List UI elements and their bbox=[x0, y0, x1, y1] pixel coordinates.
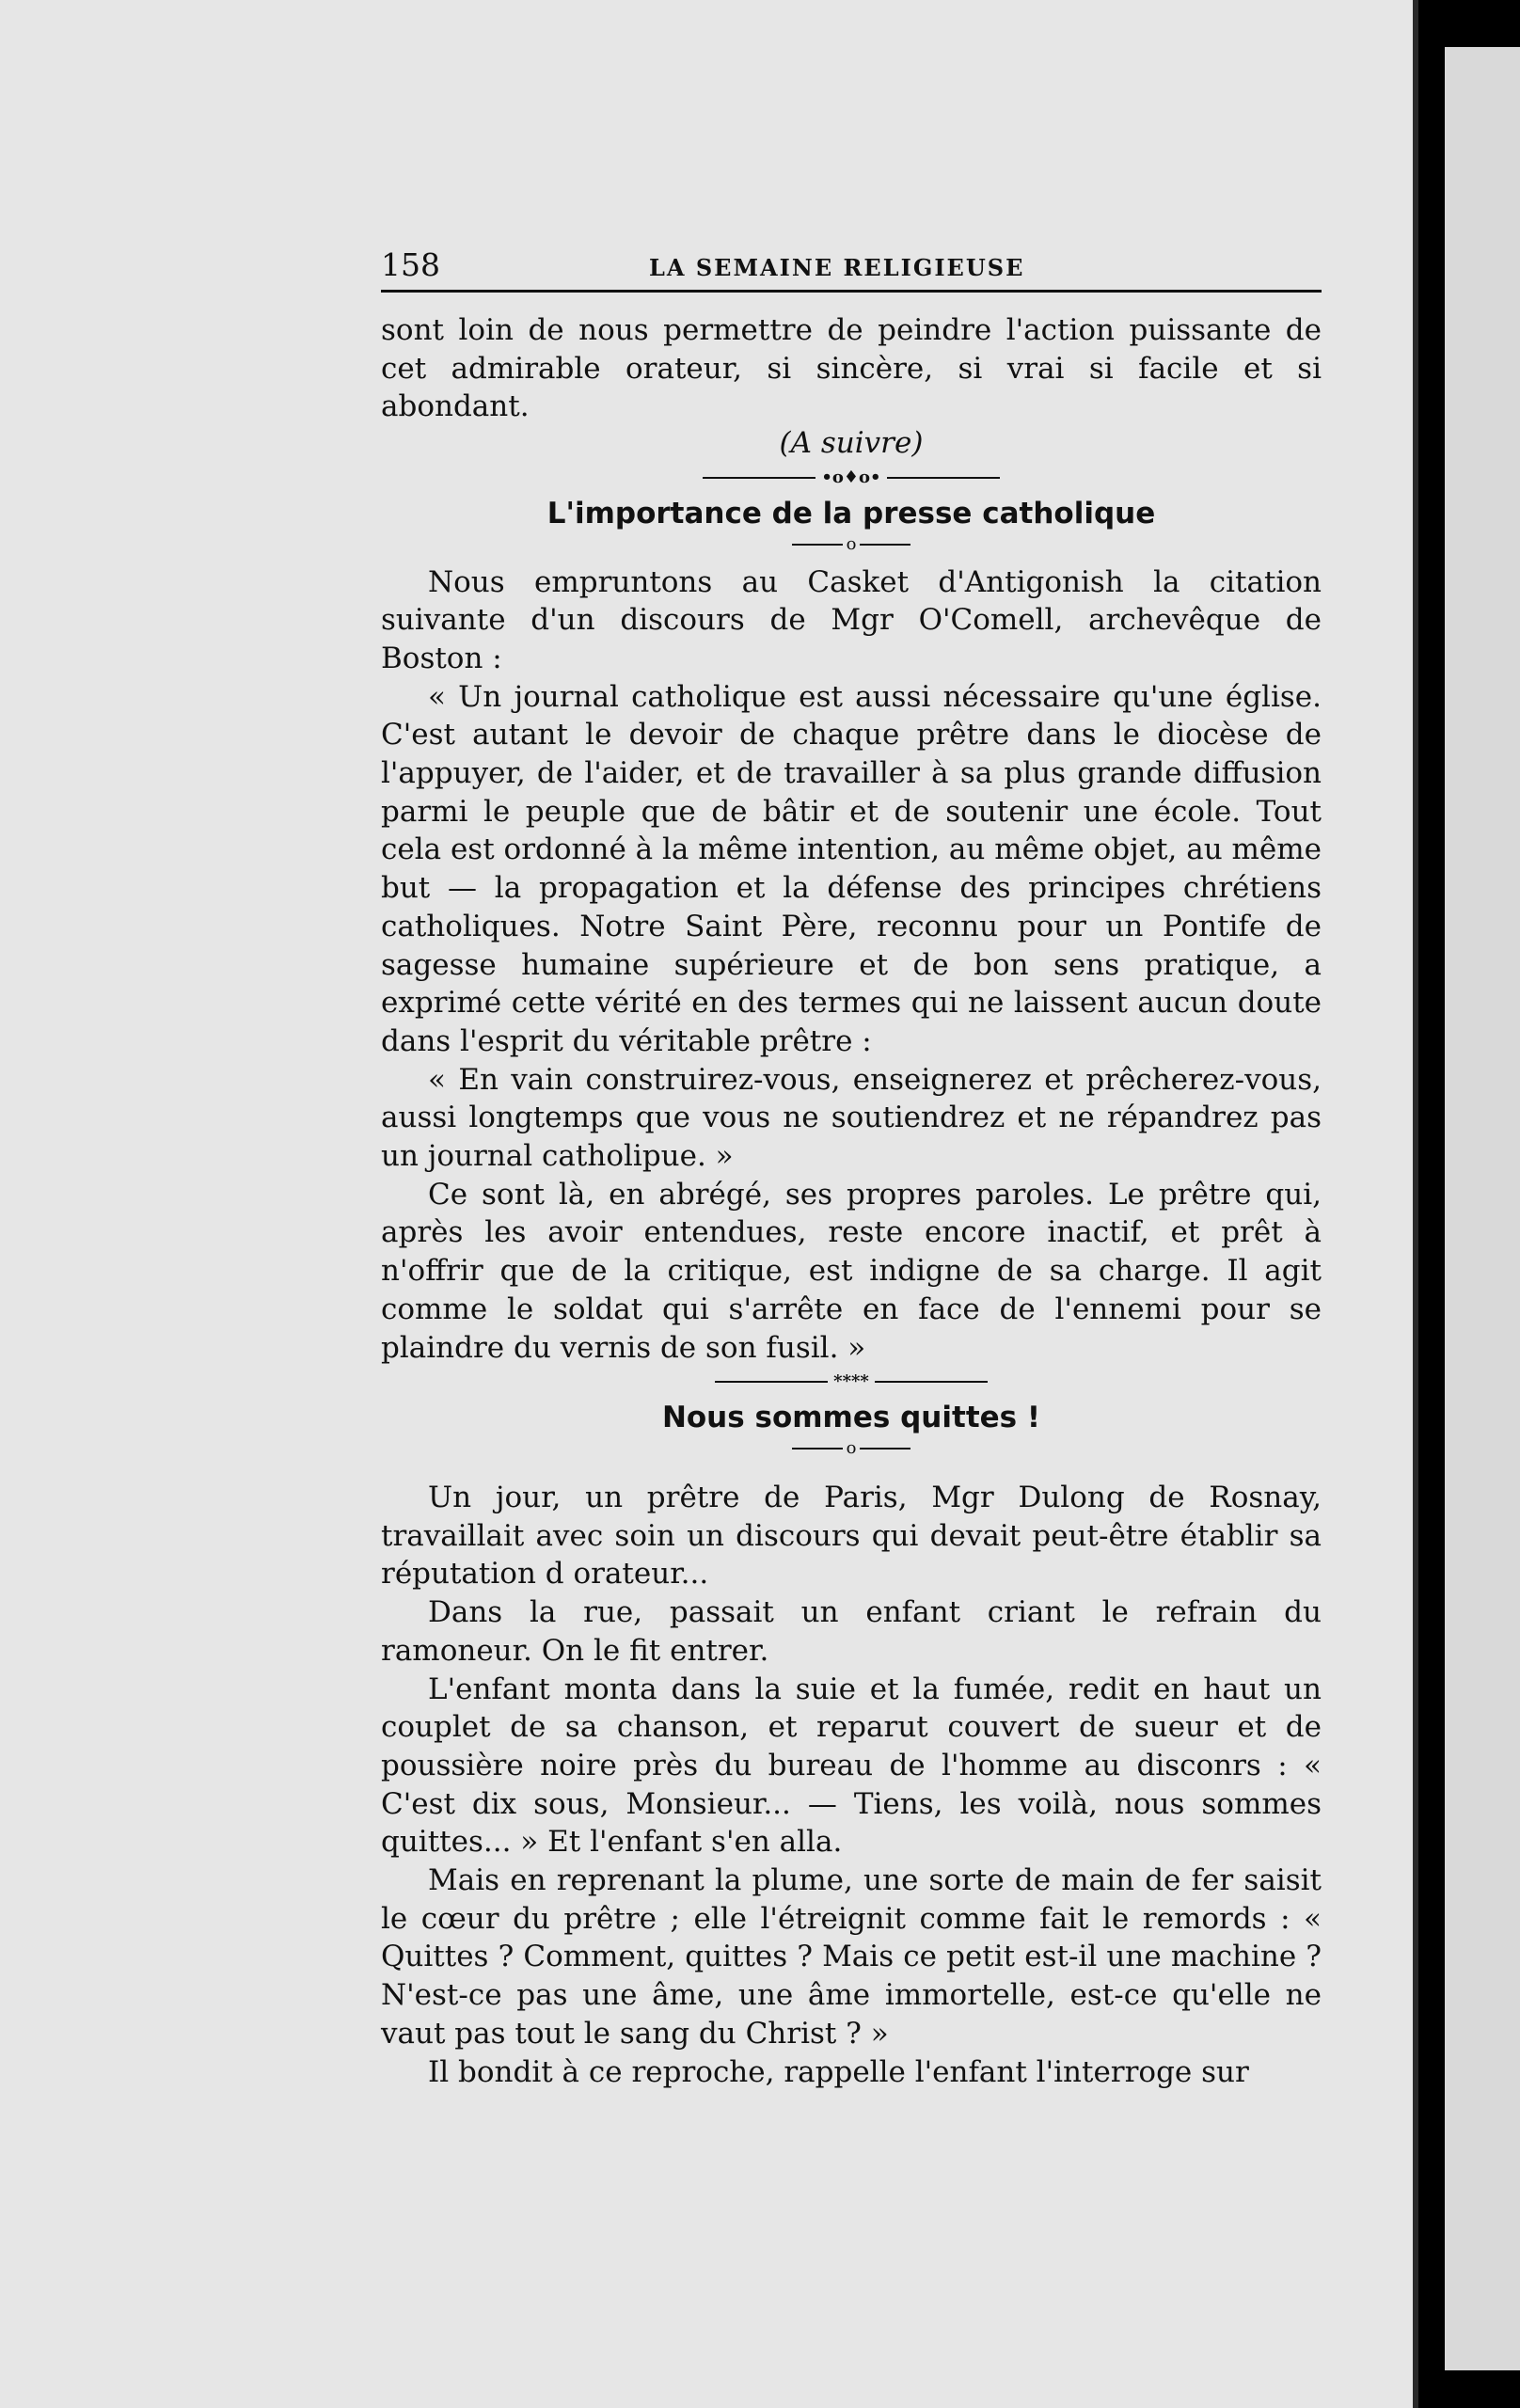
title-rule bbox=[381, 535, 1322, 554]
rule-line bbox=[715, 1381, 828, 1383]
stars-separator bbox=[381, 1372, 1322, 1391]
continuation-paragraph: sont loin de nous permettre de peindre l'action puissante de cet admirable orateur, si sincère, si vrai si facile et si abondant. bbox=[381, 313, 1322, 424]
article-2-paragraph: Mais en reprenant la plume, une sorte de main de fer saisit le cœur du prêtre ; elle l'étreignit comme fait le remords : « Quittes ? Comment, quittes ? Mais ce petit est-il une machine ? N'est-ce pas une âme, une âme immortelle, est-ce qu'elle ne vaut pas tout le sang du Christ ? » bbox=[381, 1863, 1322, 2051]
text-column bbox=[381, 246, 1322, 2091]
article-1-paragraph: « En vain construirez-vous, enseignerez et prêcherez-vous, aussi longtemps que vous ne soutiendrez et ne répandrez pas un journal catholipue. » bbox=[381, 1062, 1322, 1174]
running-header bbox=[381, 246, 1322, 293]
article-1-paragraph: Nous empruntons au Casket d'Antigonish la citation suivante d'un discours de Mgr O'Comell, archevêque de Boston : bbox=[381, 564, 1322, 675]
to-follow-note: (A suivre) bbox=[779, 426, 924, 461]
article-2-title: Nous sommes quittes ! bbox=[661, 1401, 1041, 1435]
rule-line bbox=[860, 544, 910, 546]
article-1-title: L'importance de la presse catholique bbox=[546, 496, 1156, 531]
rule-mark: o bbox=[846, 1437, 857, 1458]
article-2-paragraph: L'enfant monta dans la suie et la fumée, redit en haut un couplet de sa chanson, et reparut couvert de sueur et de poussière noire près du bureau de l'homme au disconrs : « C'est dix sous, Monsieur... — Tiens, les voilà, nous sommes quittes... » Et l'enfant s'en alla. bbox=[381, 1671, 1322, 1860]
stars-mark: **** bbox=[833, 1371, 869, 1392]
rule-line bbox=[875, 1381, 988, 1383]
rule-line bbox=[792, 544, 843, 546]
rule-line bbox=[792, 1448, 843, 1450]
rule-line bbox=[860, 1448, 910, 1450]
article-1-paragraph: « Un journal catholique est aussi nécessaire qu'une église. C'est autant le devoir de chaque prêtre dans le diocèse de l'appuyer, de l'aider, et de travailler à sa plus grande diffusion parmi le peuple que de bâtir et de soutenir une école. Tout cela est ordonné à la même intention, au même objet, au même but — la propagation et la défense des principes chrétiens catholiques. Notre Saint Père, reconnu pour un Pontife de sagesse humaine supérieure et de bon sens pratique, a exprimé cette vérité en des termes qui ne laissent aucun doute dans l'esprit du véritable prêtre : bbox=[381, 679, 1322, 1058]
article-2-paragraph: Dans la rue, passait un enfant criant le refrain du ramoneur. On le fit entrer. bbox=[381, 1595, 1322, 1668]
page-number: 158 bbox=[381, 246, 440, 283]
article-1-paragraph: Ce sont là, en abrégé, ses propres paroles. Le prêtre qui, après les avoir entendues, reste encore inactif, et prêt à n'offrir que de la critique, est indigne de sa charge. Il agit comme le soldat qui s'arrête en face de l'ennemi pour se plaindre du vernis de son fusil. » bbox=[381, 1177, 1322, 1365]
spacer bbox=[381, 1467, 1322, 1479]
rule-line bbox=[887, 477, 1000, 479]
article-2-paragraph: Il bondit à ce reproche, rappelle l'enfant l'interroge sur bbox=[428, 2054, 1249, 2089]
article-2-paragraph: Un jour, un prêtre de Paris, Mgr Dulong de Rosnay, travaillait avec soin un discours qui devait peut-être établir sa réputation d orateur... bbox=[381, 1480, 1322, 1592]
title-rule bbox=[381, 1439, 1322, 1458]
journal-title: LA SEMAINE RELIGIEUSE bbox=[649, 254, 1025, 281]
ornament-separator bbox=[381, 468, 1322, 487]
rule-mark: o bbox=[846, 533, 857, 554]
facing-page-edge bbox=[1445, 47, 1520, 2370]
ornament-mark: •o♦o• bbox=[821, 467, 881, 487]
rule-line bbox=[703, 477, 815, 479]
